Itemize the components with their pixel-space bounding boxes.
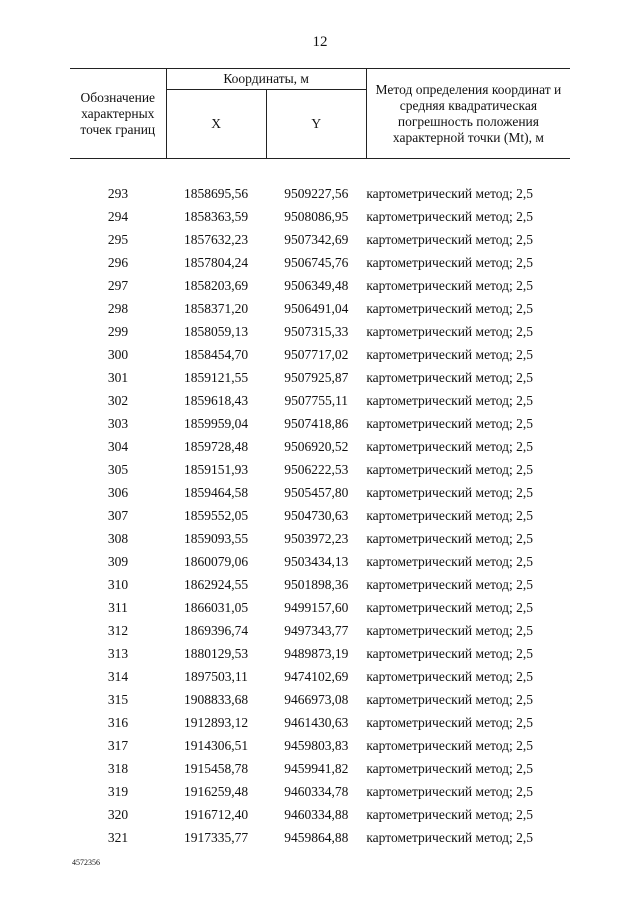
cell-point: 313 [107, 646, 129, 661]
cell-point: 320 [107, 807, 129, 822]
table-row [70, 481, 570, 504]
cell-method: картометрический метод; 2,5 [366, 669, 534, 684]
cell-method: картометрический метод; 2,5 [366, 784, 534, 799]
cell-method: картометрический метод; 2,5 [366, 577, 534, 592]
cell-y: 9509227,56 [284, 186, 349, 201]
cell-point: 299 [107, 324, 129, 339]
cell-y: 9503972,23 [284, 531, 349, 546]
cell-y: 9489873,19 [284, 646, 349, 661]
header-y: Y [266, 90, 366, 159]
cell-point: 311 [108, 600, 128, 615]
cell-method: картометрический метод; 2,5 [366, 209, 534, 224]
cell-point: 294 [107, 209, 129, 224]
cell-y: 9474102,69 [284, 669, 349, 684]
cell-method: картометрический метод; 2,5 [366, 807, 534, 822]
cell-y: 9507418,86 [284, 416, 349, 431]
cell-x: 1859728,48 [184, 439, 249, 454]
cell-point: 293 [107, 186, 129, 201]
cell-method: картометрический метод; 2,5 [366, 324, 534, 339]
cell-method: картометрический метод; 2,5 [366, 531, 534, 546]
cell-x: 1858059,13 [184, 324, 249, 339]
header-method: Метод определения координат и средняя квадратическая погрешность положения характерной точки (Mt), м [366, 69, 570, 159]
table-row [70, 274, 570, 297]
table-row [70, 205, 570, 228]
table-row [70, 757, 570, 780]
table-row [70, 826, 570, 849]
cell-y: 9507315,33 [284, 324, 349, 339]
cell-y: 9461430,63 [284, 715, 349, 730]
cell-point: 321 [107, 830, 129, 845]
cell-x: 1858454,70 [184, 347, 249, 362]
cell-y: 9506222,53 [284, 462, 349, 477]
page-number: 12 [312, 34, 328, 50]
cell-point: 316 [107, 715, 129, 730]
cell-point: 307 [107, 508, 129, 523]
table-row [70, 734, 570, 757]
cell-x: 1860079,06 [184, 554, 249, 569]
cell-y: 9507755,11 [284, 393, 349, 408]
table-row [70, 435, 570, 458]
cell-point: 318 [107, 761, 129, 776]
cell-point: 315 [107, 692, 129, 707]
table-row [70, 688, 570, 711]
cell-x: 1859959,04 [184, 416, 249, 431]
cell-y: 9508086,95 [284, 209, 349, 224]
cell-y: 9459864,88 [284, 830, 349, 845]
cell-x: 1859093,55 [184, 531, 249, 546]
cell-point: 306 [107, 485, 129, 500]
cell-x: 1908833,68 [184, 692, 249, 707]
cell-x: 1859618,43 [184, 393, 249, 408]
table-row [70, 780, 570, 803]
cell-point: 303 [107, 416, 129, 431]
cell-x: 1917335,77 [184, 830, 249, 845]
cell-method: картометрический метод; 2,5 [366, 255, 534, 270]
cell-point: 308 [107, 531, 129, 546]
cell-method: картометрический метод; 2,5 [366, 715, 534, 730]
cell-x: 1916259,48 [184, 784, 249, 799]
cell-y: 9466973,08 [284, 692, 349, 707]
table-row [70, 619, 570, 642]
cell-x: 1859151,93 [184, 462, 249, 477]
cell-x: 1858363,59 [184, 209, 249, 224]
cell-x: 1866031,05 [184, 600, 249, 615]
cell-method: картометрический метод; 2,5 [366, 439, 534, 454]
table-row [70, 550, 570, 573]
cell-point: 301 [107, 370, 129, 385]
table-row [70, 504, 570, 527]
table-row [70, 389, 570, 412]
cell-y: 9505457,80 [284, 485, 349, 500]
table-row [70, 412, 570, 435]
cell-y: 9497343,77 [284, 623, 349, 638]
cell-y: 9460334,88 [284, 807, 349, 822]
cell-y: 9506920,52 [284, 439, 349, 454]
cell-point: 310 [107, 577, 129, 592]
cell-method: картометрический метод; 2,5 [366, 738, 534, 753]
table-row [70, 573, 570, 596]
cell-point: 297 [107, 278, 129, 293]
cell-x: 1859552,05 [184, 508, 249, 523]
cell-y: 9504730,63 [284, 508, 349, 523]
cell-y: 9501898,36 [284, 577, 349, 592]
cell-y: 9506745,76 [284, 255, 349, 270]
cell-method: картометрический метод; 2,5 [366, 485, 534, 500]
cell-x: 1857632,23 [184, 232, 249, 247]
cell-method: картометрический метод; 2,5 [366, 393, 534, 408]
cell-x: 1880129,53 [184, 646, 249, 661]
cell-method: картометрический метод; 2,5 [366, 370, 534, 385]
cell-method: картометрический метод; 2,5 [366, 347, 534, 362]
cell-y: 9460334,78 [284, 784, 349, 799]
cell-method: картометрический метод; 2,5 [366, 646, 534, 661]
header-designation: Обозначение характерных точек границ [70, 69, 166, 159]
table-row [70, 251, 570, 274]
cell-y: 9506349,48 [284, 278, 349, 293]
table-row [70, 182, 570, 205]
cell-point: 295 [107, 232, 129, 247]
cell-x: 1857804,24 [184, 255, 249, 270]
cell-y: 9459941,82 [284, 761, 349, 776]
coordinates-table [70, 68, 570, 849]
cell-x: 1915458,78 [184, 761, 249, 776]
cell-y: 9503434,13 [284, 554, 349, 569]
cell-point: 314 [107, 669, 129, 684]
cell-method: картометрический метод; 2,5 [366, 508, 534, 523]
table-row [70, 458, 570, 481]
cell-point: 298 [107, 301, 129, 316]
cell-x: 1858371,20 [184, 301, 249, 316]
cell-method: картометрический метод; 2,5 [366, 600, 534, 615]
cell-point: 317 [107, 738, 129, 753]
table-row [70, 527, 570, 550]
cell-point: 296 [107, 255, 129, 270]
cell-method: картометрический метод; 2,5 [366, 554, 534, 569]
cell-method: картометрический метод; 2,5 [366, 416, 534, 431]
cell-method: картометрический метод; 2,5 [366, 692, 534, 707]
header-x: X [166, 90, 266, 159]
cell-method: картометрический метод; 2,5 [366, 830, 534, 845]
table-row [70, 228, 570, 251]
header-coordinates: Координаты, м [166, 69, 366, 90]
cell-y: 9459803,83 [284, 738, 349, 753]
cell-x: 1862924,55 [184, 577, 249, 592]
table-row [70, 596, 570, 619]
cell-x: 1859464,58 [184, 485, 249, 500]
cell-method: картометрический метод; 2,5 [366, 761, 534, 776]
cell-x: 1916712,40 [184, 807, 249, 822]
cell-point: 319 [107, 784, 129, 799]
cell-x: 1914306,51 [184, 738, 249, 753]
cell-y: 9499157,60 [284, 600, 349, 615]
cell-point: 302 [107, 393, 129, 408]
table-row [70, 366, 570, 389]
cell-point: 312 [107, 623, 129, 638]
table-header [70, 69, 570, 159]
cell-method: картометрический метод; 2,5 [366, 623, 534, 638]
table-row [70, 803, 570, 826]
cell-x: 1858695,56 [184, 186, 249, 201]
table-row [70, 642, 570, 665]
cell-x: 1858203,69 [184, 278, 249, 293]
cell-x: 1859121,55 [184, 370, 249, 385]
document-code: 4572356 [72, 858, 100, 867]
cell-x: 1897503,11 [184, 669, 248, 684]
cell-y: 9507925,87 [284, 370, 349, 385]
table-row [70, 711, 570, 734]
table-body [70, 159, 570, 850]
cell-point: 304 [107, 439, 129, 454]
table-row [70, 320, 570, 343]
cell-y: 9506491,04 [284, 301, 349, 316]
table-row [70, 343, 570, 366]
cell-y: 9507717,02 [284, 347, 349, 362]
table-row [70, 665, 570, 688]
cell-method: картометрический метод; 2,5 [366, 186, 534, 201]
table-row [70, 297, 570, 320]
cell-method: картометрический метод; 2,5 [366, 301, 534, 316]
cell-point: 305 [107, 462, 129, 477]
cell-x: 1869396,74 [184, 623, 249, 638]
cell-x: 1912893,12 [184, 715, 249, 730]
cell-method: картометрический метод; 2,5 [366, 462, 534, 477]
cell-point: 309 [107, 554, 129, 569]
cell-method: картометрический метод; 2,5 [366, 278, 534, 293]
cell-point: 300 [107, 347, 129, 362]
cell-y: 9507342,69 [284, 232, 349, 247]
cell-method: картометрический метод; 2,5 [366, 232, 534, 247]
